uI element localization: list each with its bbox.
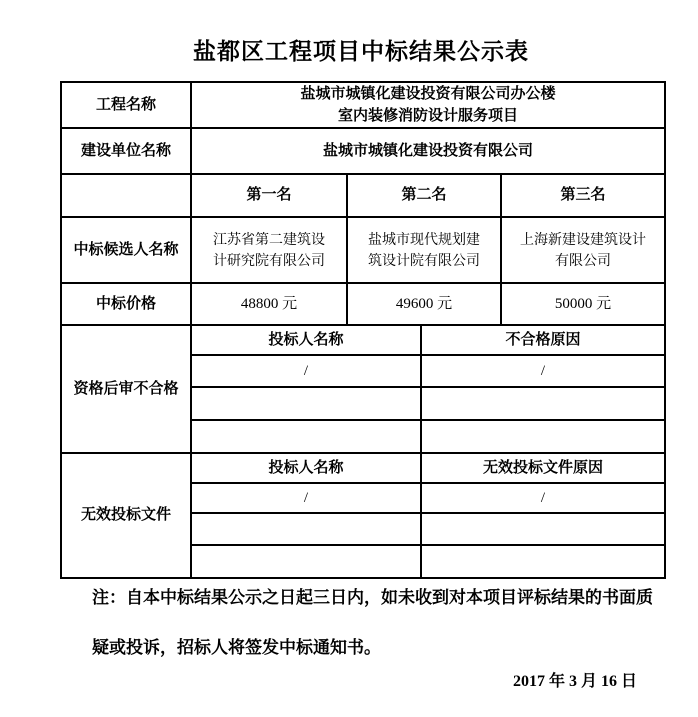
- owner-label: 建设单位名称: [62, 129, 192, 175]
- postqual-bidder-cell: [192, 421, 422, 454]
- postqual-reason-header: 不合格原因: [422, 326, 664, 356]
- invalid-bidder-header: 投标人名称: [192, 454, 422, 484]
- rank-header-third: 第三名: [502, 175, 664, 218]
- candidates-label: 中标候选人名称: [62, 218, 192, 284]
- candidate-3: 上海新建设建筑设计有限公司: [502, 218, 664, 284]
- project-name-label: 工程名称: [62, 83, 192, 129]
- project-name-line2: 室内装修消防设计服务项目: [337, 107, 518, 124]
- postqual-bidder-header: 投标人名称: [192, 326, 422, 356]
- postqual-bidder-cell: /: [192, 356, 422, 388]
- price-2: 49600 元: [348, 284, 502, 326]
- postqual-reason-cell: /: [422, 356, 664, 388]
- postqual-reason-cell: [422, 388, 664, 421]
- candidate-2: 盐城市现代规划建筑设计院有限公司: [348, 218, 502, 284]
- owner-value: 盐城市城镇化建设投资有限公司: [192, 129, 664, 175]
- project-name-line1: 盐城市城镇化建设投资有限公司办公楼: [300, 84, 556, 102]
- rank-header-second: 第二名: [348, 175, 502, 218]
- invalid-reason-cell: [422, 514, 664, 546]
- price-label: 中标价格: [62, 284, 192, 326]
- candidate-1: 江苏省第二建筑设计研究院有限公司: [192, 218, 348, 284]
- bid-results-table: [60, 81, 666, 579]
- invalid-bidder-cell: /: [192, 484, 422, 514]
- invalid-reason-header: 无效投标文件原因: [422, 454, 664, 484]
- price-1: 48800 元: [192, 284, 348, 326]
- postqual-reason-cell: [422, 421, 664, 454]
- price-3: 50000 元: [502, 284, 664, 326]
- page-title: 盐都区工程项目中标结果公示表: [193, 38, 529, 64]
- project-name-value: [192, 83, 664, 129]
- postqual-section-label: 资格后审不合格: [62, 326, 192, 454]
- invalid-section-label: 无效投标文件: [62, 454, 192, 577]
- empty-label-cell: [62, 175, 192, 218]
- rank-header-first: 第一名: [192, 175, 348, 218]
- announcement-date: 2017 年 3 月 16 日: [512, 673, 637, 690]
- invalid-reason-cell: /: [422, 484, 664, 514]
- invalid-bidder-cell: [192, 514, 422, 546]
- footer-note: 注：自本中标结果公示之日起三日内，如未收到对本项目评标结果的书面质疑或投诉，招标人将签发中标通知书。: [92, 588, 653, 657]
- postqual-bidder-cell: [192, 388, 422, 421]
